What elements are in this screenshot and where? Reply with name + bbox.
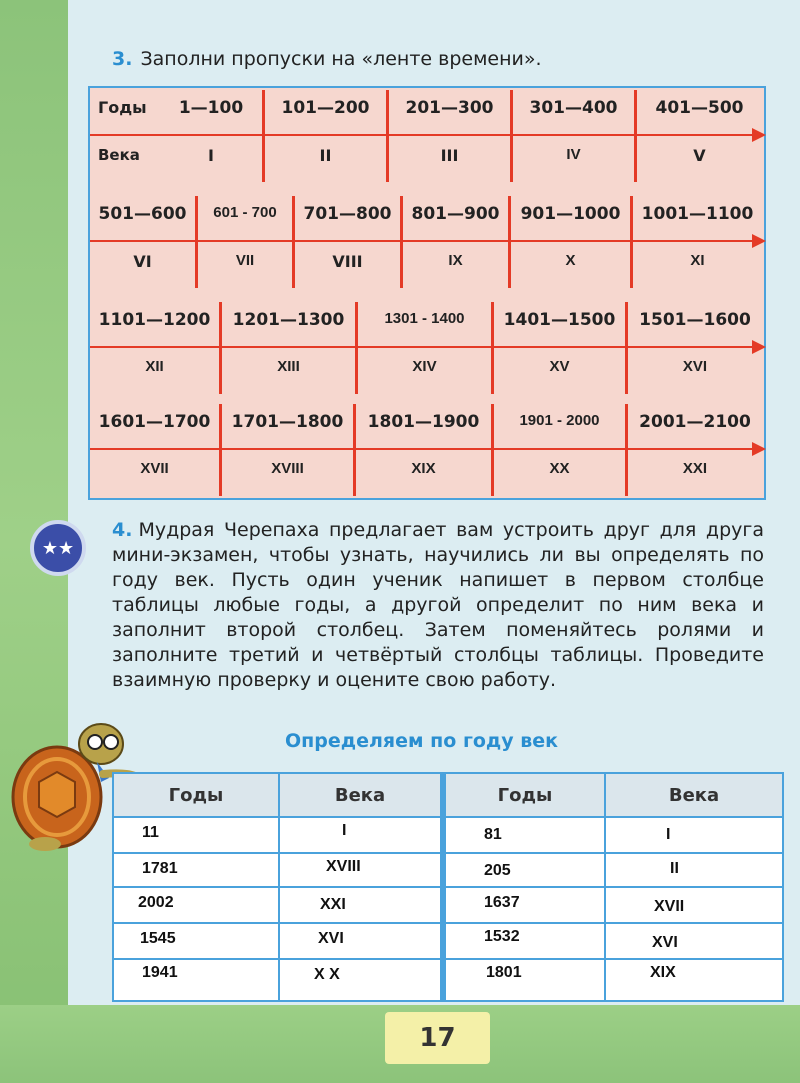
century-cell: I	[666, 826, 671, 843]
table-line	[278, 774, 280, 1000]
years-range: 801—900	[411, 204, 500, 224]
table-line	[114, 958, 782, 960]
century-value-handwritten: VII	[235, 252, 255, 269]
time-line-cell	[513, 90, 637, 182]
year-cell: 1781	[142, 860, 178, 877]
time-line-row	[90, 196, 764, 288]
century-cell: XVI	[652, 934, 678, 951]
century-cell: XIX	[650, 964, 676, 981]
century-cell: II	[670, 860, 679, 877]
century-value: II	[319, 146, 332, 165]
time-line-cell	[358, 302, 494, 394]
year-cell: 1941	[142, 964, 178, 981]
time-line-cell	[511, 196, 633, 288]
century-cell: X X	[314, 966, 340, 983]
years-range: 1401—1500	[503, 310, 616, 330]
century-value: III	[440, 146, 459, 165]
years-range: 501—600	[98, 204, 187, 224]
century-value-handwritten: XVI	[682, 358, 708, 375]
century-cell: XVI	[318, 930, 344, 947]
years-range: 401—500	[655, 98, 744, 118]
table-line	[114, 852, 782, 854]
years-range-handwritten: 1901 - 2000	[519, 412, 600, 429]
year-cell: 1801	[486, 964, 522, 981]
time-line-cell	[265, 90, 389, 182]
column-header: Годы	[114, 774, 278, 816]
years-range: 1101—1200	[98, 310, 211, 330]
years-range: 2001—2100	[639, 412, 751, 432]
century-value: V	[693, 146, 706, 165]
task-3-number: 3.	[112, 48, 133, 70]
years-range: 1601—1700	[98, 412, 211, 432]
time-line-row	[90, 404, 764, 496]
century-value-handwritten: IX	[448, 252, 463, 269]
year-cell: 205	[484, 862, 511, 879]
task-3-text: Заполни пропуски на «ленте времени».	[140, 48, 542, 70]
century-value-handwritten: XIII	[277, 358, 300, 375]
arrow-head	[752, 128, 766, 142]
century-value-handwritten: XXI	[682, 460, 708, 477]
time-line-cell	[637, 90, 762, 182]
table-title: Определяем по году век	[285, 730, 559, 752]
years-range: 901—1000	[520, 204, 621, 224]
stars-badge-icon: ★★	[30, 520, 86, 576]
task-3-heading	[112, 48, 542, 70]
century-value-handwritten: XVII	[140, 460, 169, 477]
year-cell: 2002	[138, 894, 174, 911]
years-range: 701—800	[303, 204, 392, 224]
century-value-handwritten: XX	[549, 460, 570, 477]
century-value: I	[208, 146, 214, 165]
time-line-cell	[222, 404, 356, 496]
table-line	[440, 774, 446, 1000]
time-line-cell	[633, 196, 762, 288]
table-line	[114, 886, 782, 888]
centuries-table	[112, 772, 784, 1002]
years-range: 1701—1800	[231, 412, 344, 432]
century-value: VI	[133, 252, 152, 271]
time-line-cell	[90, 302, 222, 394]
years-range: 1201—1300	[232, 310, 345, 330]
century-value-handwritten: XVIII	[271, 460, 304, 477]
task-4-text: Мудрая Черепаха предлагает вам устроить друг для друга мини-экзамен, чтобы узнать, научились ли вы определять по году век. Пусть один ученик напишет в первом столбце таблицы любые годы, а другой определит по ним века и заполнит второй столбец. Затем поменяйтесь ролями и заполните третий и четвёртый столбцы таблицы. Проведите взаимную проверку и оцените свою работу.	[112, 519, 764, 691]
century-cell: XXI	[320, 896, 346, 913]
century-value-handwritten: XIV	[412, 358, 437, 375]
time-line-cell	[628, 404, 762, 496]
year-cell: 81	[484, 826, 502, 843]
year-cell: 1532	[484, 928, 520, 945]
year-cell: 11	[142, 824, 159, 841]
arrow-head	[752, 234, 766, 248]
time-line-cell	[628, 302, 762, 394]
column-header: Века	[280, 774, 440, 816]
year-cell: 1637	[484, 894, 520, 911]
arrow-head	[752, 340, 766, 354]
row-label-centuries: Века	[98, 146, 140, 164]
table-line	[604, 774, 606, 1000]
column-header: Века	[606, 774, 782, 816]
time-line-row	[90, 302, 764, 394]
page-number: 17	[385, 1012, 490, 1064]
task-4-number: 4.	[112, 519, 133, 541]
time-line-cell	[198, 196, 295, 288]
years-range: 1001—1100	[641, 204, 754, 224]
years-range: 1801—1900	[367, 412, 480, 432]
time-line-cell	[494, 404, 628, 496]
time-line-cell	[494, 302, 628, 394]
column-header: Годы	[446, 774, 604, 816]
century-value: VIII	[332, 252, 363, 271]
time-line	[88, 86, 766, 500]
century-value-handwritten: IV	[566, 146, 581, 163]
arrow-head	[752, 442, 766, 456]
century-cell: XVII	[654, 898, 685, 915]
row-label-years: Годы	[98, 98, 147, 117]
time-line-cell	[356, 404, 494, 496]
years-range: 301—400	[529, 98, 618, 118]
century-value-handwritten: XI	[690, 252, 705, 269]
century-cell: XVIII	[326, 858, 361, 875]
time-line-cell	[389, 90, 513, 182]
years-range-handwritten: 601 - 700	[213, 204, 277, 221]
task-4-text-block	[112, 518, 764, 693]
year-cell: 1545	[140, 930, 176, 947]
time-line-row	[90, 90, 764, 182]
century-cell: I	[342, 822, 347, 839]
time-line-cell	[403, 196, 511, 288]
century-value-handwritten: XV	[549, 358, 570, 375]
time-line-cell	[90, 404, 222, 496]
century-value-handwritten: XII	[145, 358, 164, 375]
years-range: 101—200	[281, 98, 370, 118]
years-range: 201—300	[405, 98, 494, 118]
years-range: 1—100	[178, 98, 244, 118]
time-line-cell	[222, 302, 358, 394]
table-line	[114, 816, 782, 818]
time-line-cell	[90, 90, 265, 182]
time-line-cell	[295, 196, 403, 288]
table-line	[114, 922, 782, 924]
years-range-handwritten: 1301 - 1400	[384, 310, 465, 327]
time-line-cell	[90, 196, 198, 288]
years-range: 1501—1600	[639, 310, 751, 330]
century-value-handwritten: X	[565, 252, 576, 269]
century-value-handwritten: XIX	[411, 460, 436, 477]
